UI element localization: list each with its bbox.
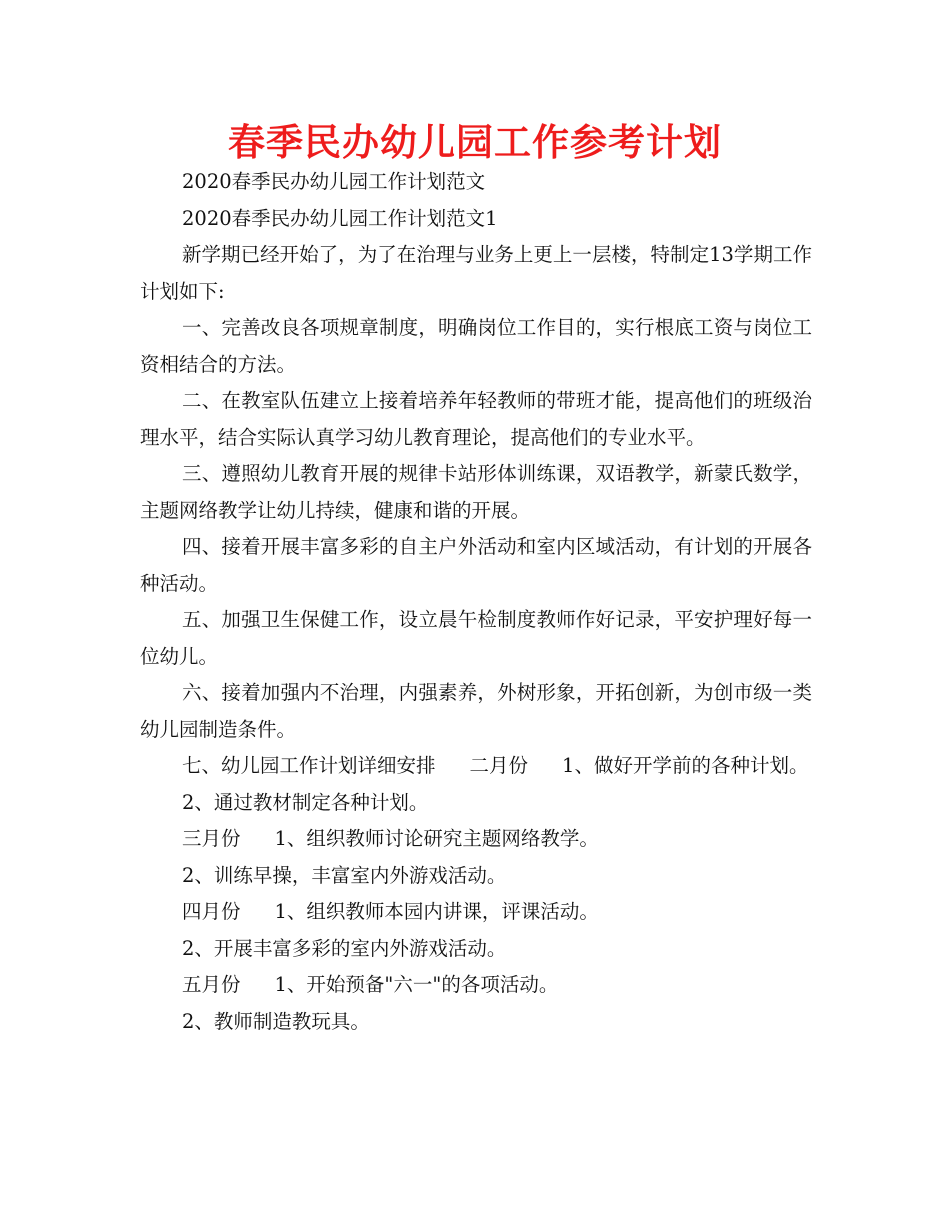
- schedule-line: [140, 858, 812, 895]
- schedule-item: 2、教师制造教玩具。: [182, 1009, 370, 1033]
- schedule-item: 1、做好开学前的各种计划。: [562, 754, 809, 777]
- schedule-item: 1、开始预备"六一"的各项活动。: [274, 973, 559, 996]
- schedule-item: 2、训练早操，丰富室内外游戏活动。: [182, 863, 507, 887]
- schedule-month: 三月份: [182, 827, 241, 850]
- schedule-line: [140, 1004, 812, 1041]
- schedule-intro: [140, 748, 812, 785]
- schedule-line: [140, 821, 812, 858]
- schedule-line: [140, 931, 812, 968]
- schedule-line: [140, 967, 812, 1004]
- schedule-month: 五月份: [182, 973, 241, 996]
- paragraph: 四、接着开展丰富多彩的自主户外活动和室内区域活动，有计划的开展各种活动。: [140, 535, 812, 595]
- schedule-month: 四月份: [182, 900, 241, 923]
- schedule-item: 1、组织教师讨论研究主题网络教学。: [274, 827, 599, 850]
- document-title: 春季民办幼儿园工作参考计划: [228, 121, 722, 164]
- schedule-item: 1、组织教师本园内讲课，评课活动。: [274, 900, 599, 923]
- schedule-heading: 七、幼儿园工作计划详细安排: [182, 754, 436, 777]
- paragraph: 六、接着加强内不治理，内强素养，外树形象，开拓创新，为创市级一类幼儿园制造条件。: [140, 681, 812, 741]
- paragraph: 五、加强卫生保健工作，设立晨午检制度教师作好记录，平安护理好每一位幼儿。: [140, 608, 812, 668]
- paragraph: 一、完善改良各项规章制度，明确岗位工作目的，实行根底工资与岗位工资相结合的方法。: [140, 316, 812, 376]
- paragraph: 新学期已经开始了，为了在治理与业务上更上一层楼，特制定13学期工作计划如下:: [140, 243, 812, 303]
- paragraph: 二、在教室队伍建立上接着培养年轻教师的带班才能，提高他们的班级治理水平，结合实际认真学习幼儿教育理论，提高他们的专业水平。: [140, 389, 812, 449]
- schedule-line: [140, 785, 812, 822]
- paragraph: 三、遵照幼儿教育开展的规律卡站形体训练课，双语教学，新蒙氏数学，主题网络教学让幼儿持续，健康和谐的开展。: [140, 462, 812, 522]
- schedule-item: 2、开展丰富多彩的室内外游戏活动。: [182, 936, 507, 960]
- paragraph: 2020春季民办幼儿园工作计划范文1: [182, 206, 498, 230]
- document-body: [140, 164, 812, 1040]
- schedule-line: [140, 894, 812, 931]
- schedule-item: 2、通过教材制定各种计划。: [182, 790, 429, 814]
- schedule-month: 二月份: [469, 754, 529, 777]
- paragraph: 2020春季民办幼儿园工作计划范文: [182, 170, 486, 193]
